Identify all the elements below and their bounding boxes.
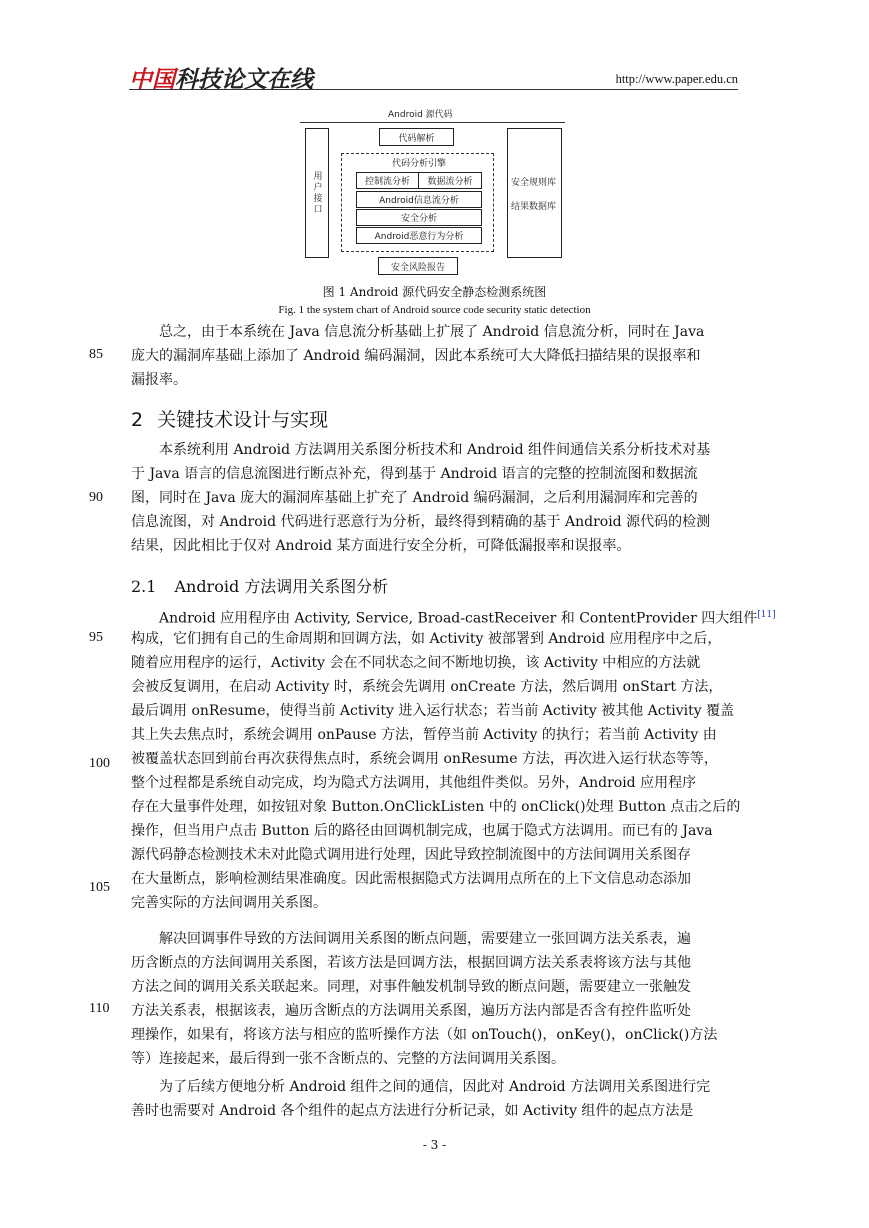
text-line: 理操作，如果有，将该方法与相应的监听操作方法（如 onTouch()，onKey()，onClick()方法 (131, 1027, 718, 1043)
engine-label: 代码分析引擎 (392, 159, 447, 169)
paragraph-1 (131, 320, 738, 392)
text-line: 结果，因此相比于仅对 Android 某方面进行安全分析，可降低漏报率和误报率。 (131, 538, 631, 554)
paragraph-4 (131, 927, 738, 1071)
text-line: 方法之间的调用关系关联起来。同理，对事件触发机制导致的断点问题，需要建立一张触发 (131, 979, 691, 995)
text-line-content: Android 应用程序由 Activity, Service, Broad-castReceiver 和 ContentProvider 四大组件 (159, 610, 758, 627)
logo-dark-text: 科技论文在线 (175, 67, 313, 93)
diagram-top-label: Android 源代码 (388, 110, 453, 120)
text-line: 方法关系表，根据该表，遍历含断点的方法调用关系图，遍历方法内部是否含有控件监听处 (131, 1003, 691, 1019)
text-line: 等）连接起来，最后得到一张不含断点的、完整的方法间调用关系图。 (131, 1051, 565, 1067)
text-line: 其上失去焦点时，系统会调用 onPause 方法，暂停当前 Activity 的执行；若当前 Activity 由 (131, 727, 717, 743)
figure-caption-cn: 图 1 Android 源代码安全静态检测系统图 (322, 285, 547, 299)
line-number: 95 (89, 630, 103, 645)
rule-db-box (507, 128, 562, 258)
paragraph-3 (131, 603, 776, 915)
text-line: 信息流图，对 Android 代码进行恶意行为分析，最终得到精确的基于 Android 源代码的检测 (131, 514, 711, 530)
text-line: 图，同时在 Java 庞大的漏洞库基础上扩充了 Android 编码漏洞，之后利用漏洞库和完善的 (131, 490, 698, 506)
line-number: 85 (89, 347, 103, 362)
line-number: 90 (89, 490, 103, 505)
text-line: 源代码静态检测技术未对此隐式调用进行处理，因此导致控制流图中的方法间调用关系图存 (131, 847, 691, 863)
text-line: 随着应用程序的运行，Activity 会在不同状态之间不断地切换，该 Activity 中相应的方法就 (131, 655, 701, 671)
paragraph-5 (131, 1075, 738, 1123)
text-line: 操作，但当用户点击 Button 后的路径由回调机制完成，也属于隐式方法调用。而已有的 Java (131, 823, 713, 839)
subsection-number: 2.1 (131, 577, 157, 596)
section-title: 关键技术设计与实现 (157, 409, 329, 431)
section-2-1-heading (131, 574, 388, 597)
section-number: 2 (131, 409, 144, 431)
page-number: - 3 - (422, 1138, 447, 1152)
text-line: 会被反复调用，在启动 Activity 时，系统会先调用 onCreate 方法，然后调用 onStart 方法， (131, 679, 723, 695)
text-line: 善时也需要对 Android 各个组件的起点方法进行分析记录，如 Activity 组件的起点方法是 (131, 1103, 694, 1119)
risk-report-box: 安全风险报告 (378, 257, 458, 275)
text-line: 完善实际的方法间调用关系图。 (131, 895, 327, 911)
text-line: 于 Java 语言的信息流图进行断点补充，得到基于 Android 语言的完整的控制流图和数据流 (131, 466, 698, 482)
line-number: 110 (89, 1001, 110, 1016)
diagram-top-line (300, 122, 565, 123)
text-line: 本系统利用 Android 方法调用关系图分析技术和 Android 组件间通信关系分析技术对基 (159, 442, 711, 458)
citation-link[interactable]: [11] (757, 610, 776, 620)
header-url[interactable]: http://www.paper.edu.cn (615, 72, 738, 86)
code-parse-box: 代码解析 (379, 128, 454, 146)
logo-red-text: 中国 (129, 67, 175, 93)
text-line: 被覆盖状态回到前台再次获得焦点时，系统会调用 onResume 方法，再次进入运行状态等等， (131, 751, 718, 767)
section-2-heading (131, 405, 328, 432)
paragraph-2 (131, 438, 738, 558)
info-flow-box: Android信息流分析 (356, 191, 482, 208)
figure-caption-en: Fig. 1 the system chart of Android source code security static detection (278, 304, 591, 316)
result-db-label: 结果数据库 (511, 202, 557, 212)
security-analysis-box: 安全分析 (356, 209, 482, 226)
text-line: 整个过程都是系统自动完成，均为隐式方法调用，其他组件类似。另外，Android 应用程序 (131, 775, 697, 791)
text-line: 历含断点的方法间调用关系图，若该方法是回调方法，根据回调方法关系表将该方法与其他 (131, 955, 691, 971)
subsection-title: Android 方法调用关系图分析 (174, 577, 389, 596)
data-flow-box: 数据流分析 (418, 172, 482, 189)
text-line: 在大量断点，影响检测结果准确度。因此需根据隐式方法调用点所在的上下文信息动态添加 (131, 871, 691, 887)
line-number: 105 (89, 880, 110, 895)
malicious-analysis-box: Android恶意行为分析 (356, 227, 482, 244)
line-number: 100 (89, 756, 110, 771)
text-line: 为了后续方便地分析 Android 组件之间的通信，因此对 Android 方法调用关系图进行完 (159, 1079, 711, 1095)
text-line: 最后调用 onResume，使得当前 Activity 进入运行状态；若当前 Activity 被其他 Activity 覆盖 (131, 703, 735, 719)
user-interface-box: 用户接口 (305, 128, 329, 258)
text-line: 解决回调事件导致的方法间调用关系图的断点问题，需要建立一张回调方法关系表，遍 (159, 931, 691, 947)
text-line: 总之，由于本系统在 Java 信息流分析基础上扩展了 Android 信息流分析，同时在 Java (159, 324, 705, 340)
text-line: 漏报率。 (131, 372, 187, 388)
header-divider (129, 89, 738, 90)
text-line: 构成，它们拥有自己的生命周期和回调方法，如 Activity 被部署到 Android 应用程序中之后， (131, 631, 722, 647)
control-flow-box: 控制流分析 (356, 172, 419, 189)
rule-db-label: 安全规则库 (511, 178, 557, 188)
text-line: 庞大的漏洞库基础上添加了 Android 编码漏洞，因此本系统可大大降低扫描结果的误报率和 (131, 348, 701, 364)
text-line: 存在大量事件处理，如按钮对象 Button.OnClickListen 中的 onClick()处理 Button 点击之后的 (131, 799, 741, 815)
text-line (131, 603, 776, 627)
